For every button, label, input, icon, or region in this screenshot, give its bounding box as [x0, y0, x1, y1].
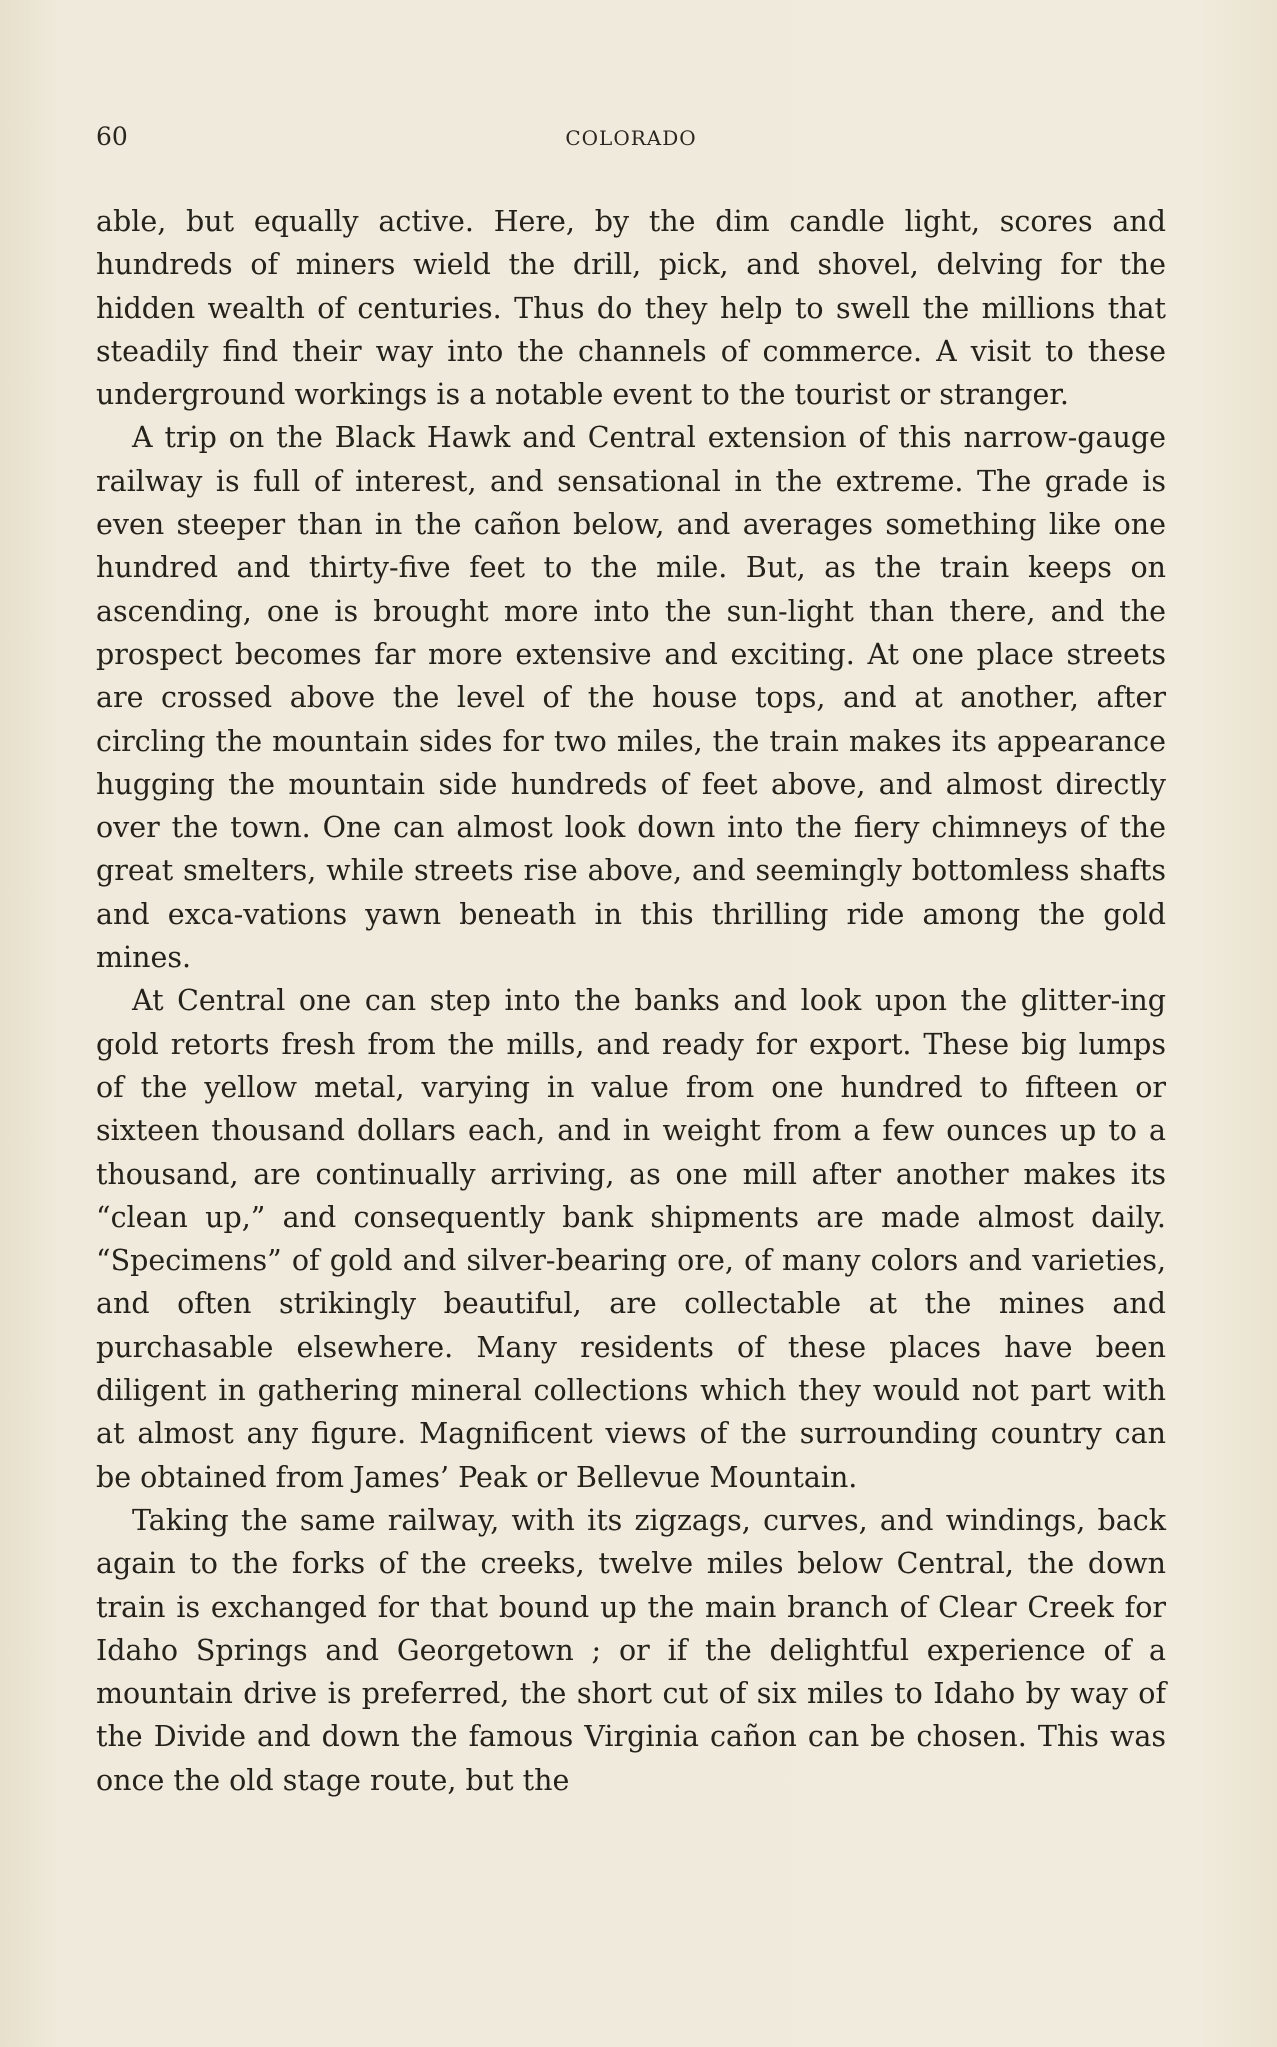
- body-text: [96, 200, 1166, 1802]
- paragraph-railway-return: Taking the same railway, with its zigzags, curves, and windings, back again to the forks of the creeks, twelve miles below Central, the down train is exchanged for that bound up the main branch of Clear Creek for Idaho Springs and Georgetown ; or if the delightful experience of a mountain drive is preferred, the short cut of six miles to Idaho by way of the Divide and down the famous Virginia cañon can be chosen. This was once the old stage route, but the: [96, 1503, 1166, 1797]
- running-head: [96, 122, 1166, 162]
- running-title: COLORADO: [565, 126, 697, 150]
- paragraph-central-banks: At Central one can step into the banks and look upon the glitter-ing gold retorts fresh from the mills, and ready for export. These big lumps of the yellow metal, varying in value from one hundred to fifteen or sixteen thousand dollars each, and in weight from a few ounces up to a thousand, are continually arriving, as one mill after another makes its “clean up,” and consequently bank shipments are made almost daily. “Specimens” of gold and silver-bearing ore, of many colors and varieties, and often strikingly beautiful, are collectable at the mines and purchasable elsewhere. Many residents of these places have been diligent in gathering mineral collections which they would not part with at almost any figure. Magnificent views of the surrounding country can be obtained from James’ Peak or Bellevue Mountain.: [96, 984, 1166, 1494]
- page-number: 60: [96, 122, 128, 151]
- paragraph-black-hawk-trip: A trip on the Black Hawk and Central extension of this narrow-gauge railway is full of interest, and sensational in the extreme. The grade is even steeper than in the cañon below, and averages something like one hundred and thirty-five feet to the mile. But, as the train keeps on ascending, one is brought more into the sun-light than there, and the prospect becomes far more extensive and exciting. At one place streets are crossed above the level of the house tops, and at another, after circling the mountain sides for two miles, the train makes its appearance hugging the mountain side hundreds of feet above, and almost directly over the town. One can almost look down into the fiery chimneys of the great smelters, while streets rise above, and seemingly bottomless shafts and exca-vations yawn beneath in this thrilling ride among the gold mines.: [96, 421, 1166, 975]
- paragraph-continued: able, but equally active. Here, by the dim candle light, scores and hundreds of miners wield the drill, pick, and shovel, delving for the hidden wealth of centuries. Thus do they help to swell the millions that steadily find their way into the channels of commerce. A visit to these underground workings is a notable event to the tourist or stranger.: [96, 205, 1166, 412]
